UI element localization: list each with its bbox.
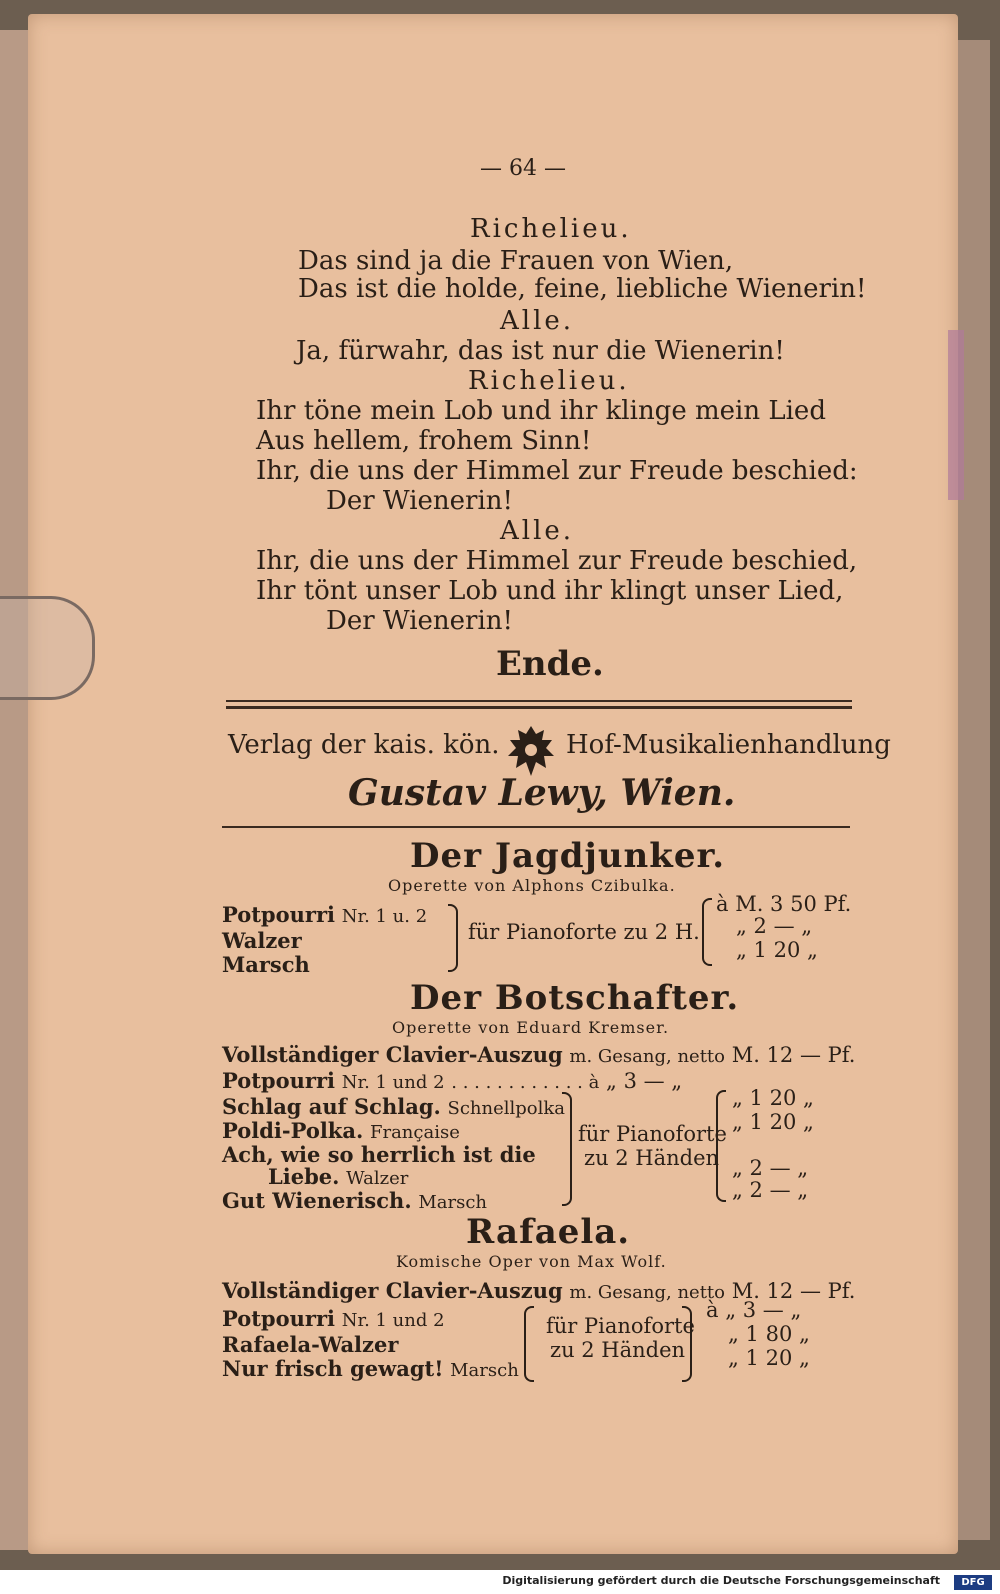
item-name: Nur frisch gewagt! <box>222 1356 444 1381</box>
group-brace <box>682 1306 692 1382</box>
item-detail: Marsch <box>450 1360 519 1381</box>
item-detail: Nr. 1 u. 2 <box>341 906 428 927</box>
item-name: Gut Wienerisch. <box>222 1188 412 1213</box>
item-detail: Schnellpolka <box>447 1098 566 1119</box>
footer-credit: Digitalisierung gefördert durch die Deutsche Forschungsgemeinschaft <box>502 1574 940 1587</box>
publisher-right: Hof-Musikalienhandlung <box>566 730 891 760</box>
item-name: Schlag auf Schlag. <box>222 1094 441 1119</box>
price: „ 3 — „ <box>606 1069 683 1093</box>
item-detail: m. Gesang, netto <box>569 1046 725 1067</box>
work-title: Der Jagdjunker. <box>410 836 726 876</box>
divider-rule <box>226 700 852 702</box>
price: à M. 3 50 Pf. <box>716 892 852 916</box>
work-title: Der Botschafter. <box>410 978 740 1018</box>
divider-rule <box>226 706 852 709</box>
item-name: Poldi-Polka. <box>222 1118 364 1143</box>
item-name: Potpourri <box>222 902 335 927</box>
price: „ 1 20 „ <box>732 1086 814 1110</box>
price: à „ 3 — „ <box>706 1298 802 1322</box>
speaker-name: Alle. <box>500 516 575 546</box>
price: „ 1 20 „ <box>728 1346 810 1370</box>
ende-heading: Ende. <box>496 644 604 684</box>
item-name: Ach, wie so herrlich ist die <box>222 1142 536 1167</box>
group-brace <box>716 1090 726 1202</box>
price: „ 1 80 „ <box>728 1322 810 1346</box>
page-number: — 64 — <box>480 156 566 181</box>
item-detail: m. Gesang, netto <box>569 1282 725 1303</box>
price: „ 1 20 „ <box>736 938 818 962</box>
bookmark-ribbon <box>948 330 964 500</box>
leader-dots: . . . . . . . . . . . . à <box>451 1072 600 1093</box>
item-name: Vollständiger Clavier-Auszug <box>222 1278 563 1303</box>
verse-line: Ihr, die uns der Himmel zur Freude beschied, <box>256 546 858 576</box>
group-brace <box>702 898 712 966</box>
group-label: für Pianoforte <box>546 1314 695 1338</box>
verse-line: Ja, fürwahr, das ist nur die Wienerin! <box>296 336 785 366</box>
verse-line: Der Wienerin! <box>326 486 513 516</box>
dfg-logo: DFG <box>954 1575 992 1590</box>
verse-line: Der Wienerin! <box>326 606 513 636</box>
price: „ 2 — „ <box>736 914 813 938</box>
item-name: Marsch <box>222 952 310 977</box>
speaker-name: Richelieu. <box>470 214 632 244</box>
verse-line: Aus hellem, frohem Sinn! <box>256 426 592 456</box>
price: „ 2 — „ <box>732 1156 809 1180</box>
group-label: für Pianoforte <box>578 1122 727 1146</box>
publisher-left: Verlag der kais. kön. <box>228 730 500 760</box>
group-brace <box>448 904 458 972</box>
work-subtitle: Komische Oper von Max Wolf. <box>396 1252 667 1271</box>
divider-rule <box>222 826 850 828</box>
speaker-name: Alle. <box>500 306 575 336</box>
item-name: Walzer <box>222 928 302 953</box>
verse-line: Ihr töne mein Lob und ihr klinge mein Lied <box>256 396 826 426</box>
item-name: Potpourri <box>222 1068 335 1093</box>
verse-line: Ihr tönt unser Lob und ihr klingt unser Lied, <box>256 576 844 606</box>
item-detail: Nr. 1 und 2 <box>341 1310 445 1331</box>
item-detail: Walzer <box>346 1168 409 1189</box>
footer-bar <box>0 1572 1000 1594</box>
item-detail: Nr. 1 und 2 <box>341 1072 445 1093</box>
publisher-firm: Gustav Lewy, Wien. <box>348 772 736 814</box>
group-label: für Pianoforte zu 2 H. <box>468 920 700 944</box>
item-name: Vollständiger Clavier-Auszug <box>222 1042 563 1067</box>
item-name: Rafaela-Walzer <box>222 1332 399 1357</box>
page-clip <box>0 596 95 700</box>
group-label: zu 2 Händen <box>550 1338 686 1362</box>
price: M. 12 — Pf. <box>731 1279 856 1303</box>
verse-line: Das sind ja die Frauen von Wien, <box>298 246 734 276</box>
verse-line: Das ist die holde, feine, liebliche Wienerin! <box>298 274 867 304</box>
item-name: Potpourri <box>222 1306 335 1331</box>
verse-line: Ihr, die uns der Himmel zur Freude beschied: <box>256 456 858 486</box>
group-brace <box>524 1306 534 1382</box>
work-subtitle: Operette von Eduard Kremser. <box>392 1018 670 1037</box>
speaker-name: Richelieu. <box>468 366 630 396</box>
price: „ 1 20 „ <box>732 1110 814 1134</box>
item-detail: Marsch <box>418 1192 488 1213</box>
group-brace <box>562 1092 572 1206</box>
group-label: zu 2 Händen <box>584 1146 720 1170</box>
price: „ 2 — „ <box>732 1178 809 1202</box>
work-title: Rafaela. <box>466 1212 631 1252</box>
item-name: Liebe. <box>268 1164 340 1189</box>
price: M. 12 — Pf. <box>731 1043 856 1067</box>
work-subtitle: Operette von Alphons Czibulka. <box>388 876 676 895</box>
item-detail: Française <box>369 1122 460 1143</box>
